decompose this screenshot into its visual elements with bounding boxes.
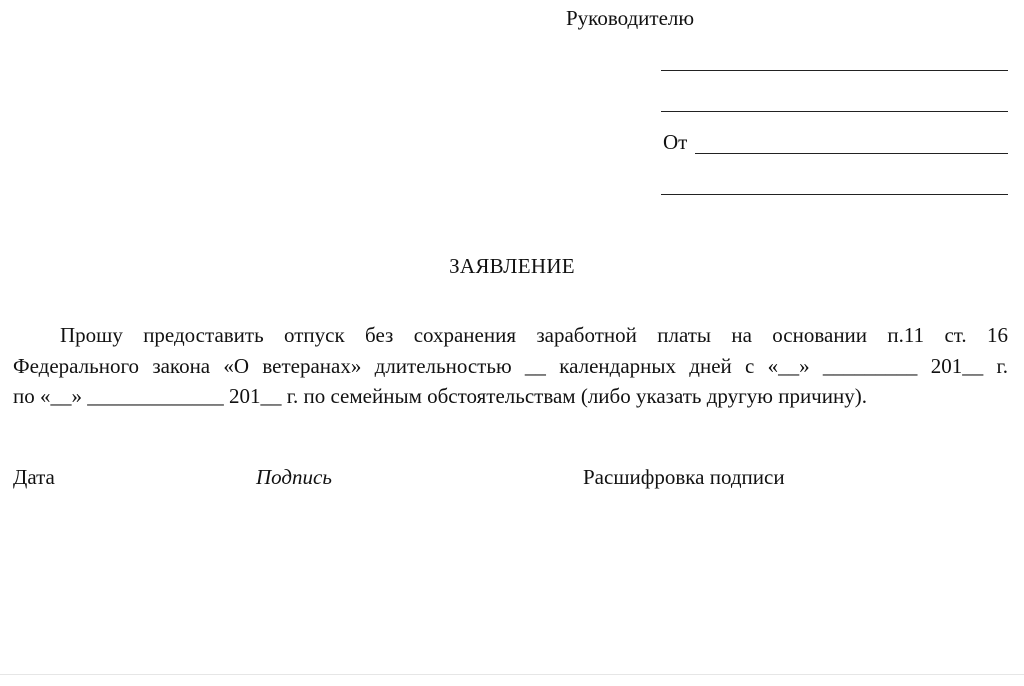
date-label: Дата bbox=[13, 465, 55, 489]
addressee-label: Руководителю bbox=[566, 6, 695, 30]
page-bottom-divider bbox=[0, 674, 1024, 675]
body-line-3: по «__» _____________ 201__ г. по семейным обстоятельствам (либо указать другую причину). bbox=[13, 384, 867, 408]
signature-decoding-label: Расшифровка подписи bbox=[583, 465, 785, 489]
addressee-blank-line-1 bbox=[661, 70, 1008, 71]
application-body bbox=[13, 320, 1008, 412]
body-line-2: Федерального закона «О ветеранах» длительностью __ календарных дней с «__» _________ 201__ г. bbox=[13, 353, 1008, 378]
from-blank-line bbox=[695, 153, 1008, 154]
body-line-1: Прошу предоставить отпуск без сохранения заработной платы на основании п.11 ст. 16 bbox=[60, 323, 1008, 347]
from-blank-line-2 bbox=[661, 194, 1008, 195]
signature-label: Подпись bbox=[256, 465, 332, 489]
from-label: От bbox=[663, 130, 688, 154]
addressee-blank-line-2 bbox=[661, 111, 1008, 112]
document-title: ЗАЯВЛЕНИЕ bbox=[449, 254, 575, 278]
